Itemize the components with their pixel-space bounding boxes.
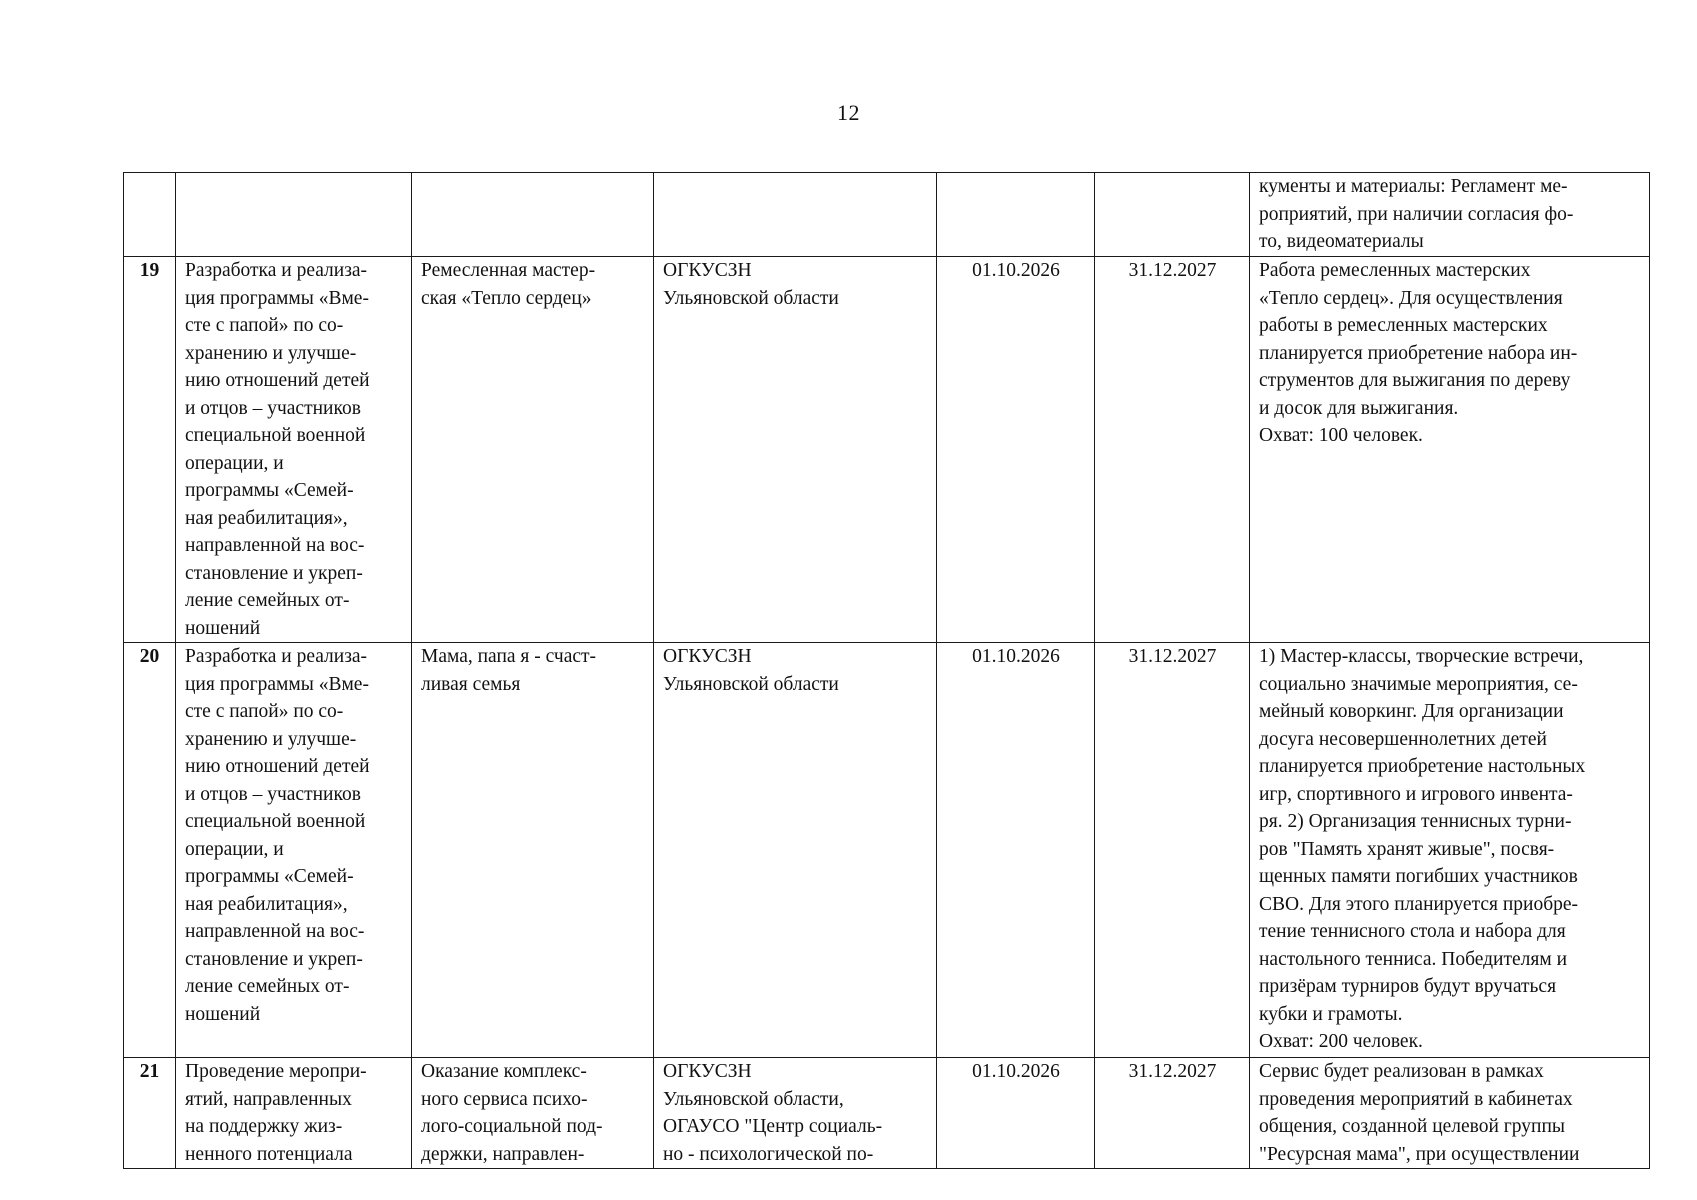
event-name — [412, 173, 654, 257]
measure-title: Разработка и реализа- ция программы «Вме- сте с папой» по со- хранению и улучше- нию отношений детей и отцов – участников специальной военной операции, и программы «Семей- ная реабилитация», направленной на вос- становление и укреп- ление семейных от- ношений — [176, 257, 412, 643]
responsible-org — [654, 173, 937, 257]
table-row — [124, 257, 1650, 643]
page-number: 12 — [837, 100, 860, 125]
end-date: 31.12.2027 — [1095, 1058, 1250, 1169]
measures-table — [123, 172, 1650, 1169]
responsible-org: ОГКУСЗН Ульяновской области, ОГАУСО "Центр социаль- но - психологической по- — [654, 1058, 937, 1169]
start-date: 01.10.2026 — [937, 1058, 1095, 1169]
result-description: Сервис будет реализован в рамках проведения мероприятий в кабинетах общения, созданной целевой группы "Ресурсная мама", при осуществлении — [1250, 1058, 1650, 1169]
responsible-org: ОГКУСЗН Ульяновской области — [654, 257, 937, 643]
end-date: 31.12.2027 — [1095, 257, 1250, 643]
table-row — [124, 643, 1650, 1058]
row-number: 20 — [124, 643, 176, 1058]
event-name: Мама, папа я - счаст- ливая семья — [412, 643, 654, 1058]
event-name: Оказание комплекс- ного сервиса психо- лого-социальной под- держки, направлен- — [412, 1058, 654, 1169]
row-number — [124, 173, 176, 257]
measure-title — [176, 173, 412, 257]
result-description: Работа ремесленных мастерских «Тепло сердец». Для осуществления работы в ремесленных мастерских планируется приобретение набора ин- струментов для выжигания по дереву и досок для выжигания. Охват: 100 человек. — [1250, 257, 1650, 643]
end-date: 31.12.2027 — [1095, 643, 1250, 1058]
start-date — [937, 173, 1095, 257]
responsible-org: ОГКУСЗН Ульяновской области — [654, 643, 937, 1058]
start-date: 01.10.2026 — [937, 643, 1095, 1058]
event-name: Ремесленная мастер- ская «Тепло сердец» — [412, 257, 654, 643]
result-description: 1) Мастер-классы, творческие встречи, социально значимые мероприятия, се- мейный коворкинг. Для организации досуга несовершеннолетних детей планируется приобретение настольных игр, спортивного и игрового инвента- ря. 2) Организация теннисных турни- ров "Память хранят живые", посвя- щенных памяти погибших участников СВО. Для этого планируется приобре- тение теннисного стола и набора для настольного тенниса. Победителям и призёрам турниров будут вручаться кубки и грамоты. Охват: 200 человек. — [1250, 643, 1650, 1058]
start-date: 01.10.2026 — [937, 257, 1095, 643]
row-number: 21 — [124, 1058, 176, 1169]
table-row-continuation — [124, 173, 1650, 257]
table-row — [124, 1058, 1650, 1169]
measure-title: Разработка и реализа- ция программы «Вме- сте с папой» по со- хранению и улучше- нию отношений детей и отцов – участников специальной военной операции, и программы «Семей- ная реабилитация», направленной на вос- становление и укреп- ление семейных от- ношений — [176, 643, 412, 1058]
result-description: кументы и материалы: Регламент ме- роприятий, при наличии согласия фо- то, видеоматериалы — [1250, 173, 1650, 257]
row-number: 19 — [124, 257, 176, 643]
end-date — [1095, 173, 1250, 257]
measure-title: Проведение меропри- ятий, направленных на поддержку жиз- ненного потенциала — [176, 1058, 412, 1169]
